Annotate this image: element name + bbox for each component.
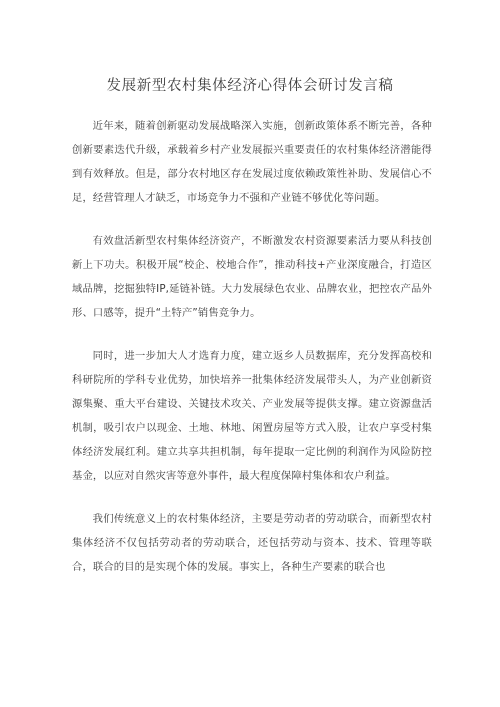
paragraph-1: 近年来，随着创新驱动发展战略深入实施，创新政策体系不断完善，各种创新要素迭代升级，承载着乡村产业发展振兴重要责任的农村集体经济潜能得到有效释放。但是，部分农村地区存在发展过度依赖政策性补助、发展信心不足，经营管理人才缺乏，市场竞争力不强和产业链不够优化等问题。 bbox=[72, 120, 432, 204]
document-body bbox=[72, 114, 432, 598]
document-title: 发展新型农村集体经济心得体会研讨发言稿 bbox=[106, 78, 394, 94]
paragraph-3: 同时，进一步加大人才选育力度，建立返乡人员数据库，充分发挥高校和科研院所的学科专业优势，加快培养一批集体经济发展带头人，为产业创新资源集聚、重大平台建设、关键技术攻关、产业发展等提供支撑。建立资源盘活机制，吸引农户以现金、土地、林地、闲置房屋等方式入股，让农户享受村集体经济发展红利。建立共享共担机制，每年提取一定比例的利润作为风险防控基金，以应对自然灾害等意外事件，最大程度保障村集体和农户利益。 bbox=[72, 350, 432, 482]
paragraph-4: 我们传统意义上的农村集体经济，主要是劳动者的劳动联合，而新型农村集体经济不仅包括劳动者的劳动联合，还包括劳动与资本、技术、管理等联合，联合的目的是实现个体的发展。事实上，各种生产要素的联合也 bbox=[72, 513, 432, 573]
paragraph-2: 有效盘活新型农村集体经济资产，不断激发农村资源要素活力要从科技创新上下功夫。积极开展“校企、校地合作”，推动科技+产业深度融合，打造区域品牌，挖掘独特IP,延链补链。大力发展绿色农业、品牌农业，把控农产品外形、口感等，提升“土特产”销售竞争力。 bbox=[72, 235, 432, 319]
